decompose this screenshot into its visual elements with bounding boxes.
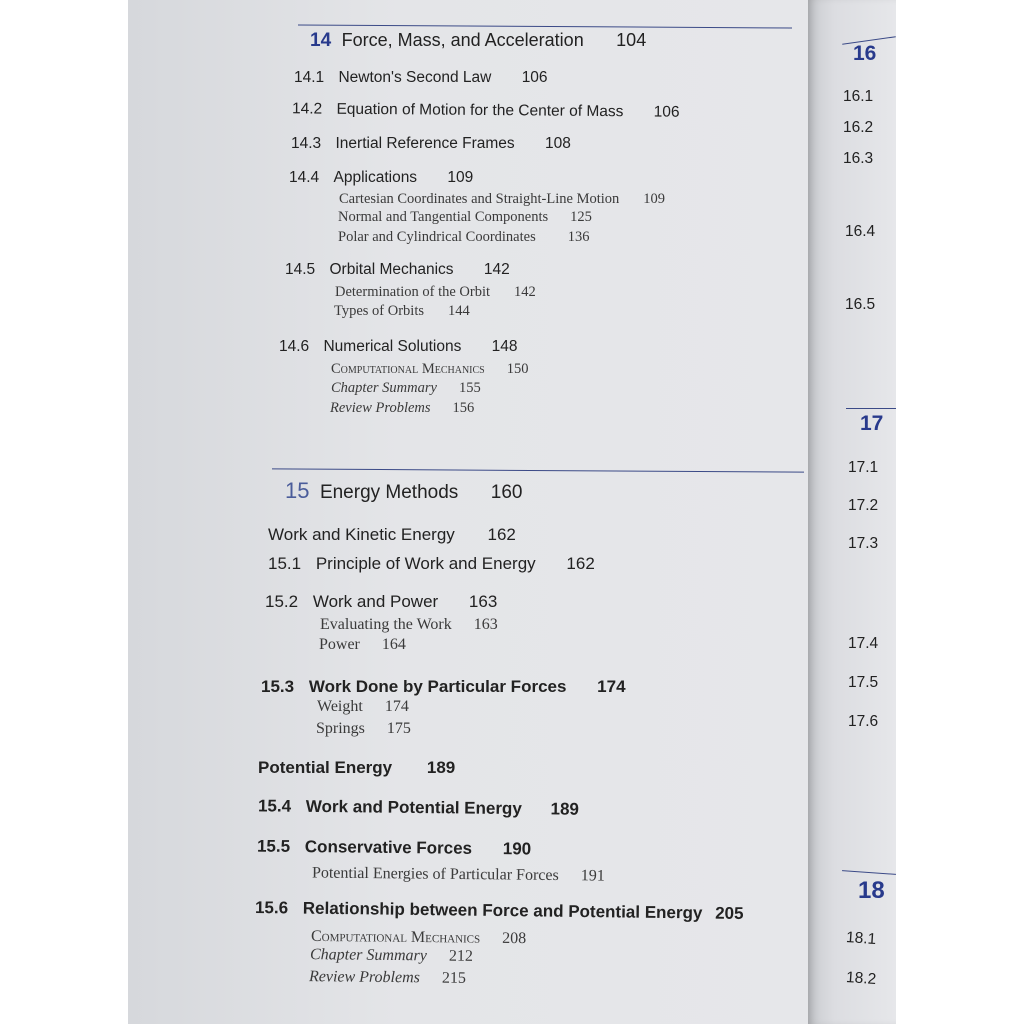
toc-subsection: Normal and Tangential Components 125	[338, 209, 592, 225]
right-section-number: 18.1	[845, 928, 877, 949]
section-title: Conservative Forces	[304, 837, 473, 858]
toc-section	[265, 592, 497, 612]
section-number: 15.6	[254, 898, 289, 918]
chapter-14-heading	[310, 30, 646, 52]
right-section-number: 16.4	[845, 223, 876, 240]
toc-section	[291, 135, 571, 153]
right-section-number: 16.5	[845, 296, 876, 313]
toc-subsection: Power 164	[319, 636, 406, 653]
toc-section	[285, 261, 510, 279]
toc-section	[257, 837, 531, 860]
right-section-number: 16.1	[843, 88, 874, 105]
right-section-number: 16.3	[843, 150, 874, 167]
section-title: Newton's Second Law	[338, 69, 492, 86]
section-title: Orbital Mechanics	[329, 261, 454, 278]
section-page: 162	[566, 554, 595, 573]
chapter-title: Energy Methods	[319, 482, 459, 503]
toc-part	[268, 525, 516, 545]
section-title: Work Done by Particular Forces	[308, 677, 567, 696]
toc-section	[294, 69, 548, 87]
section-number: 14.5	[285, 261, 316, 278]
toc-section	[292, 100, 680, 121]
toc-subsection: Potential Energies of Particular Forces 191	[311, 864, 605, 885]
chapter-15-heading	[285, 478, 522, 504]
toc-subsection: Cartesian Coordinates and Straight-Line Motion 109	[339, 191, 666, 207]
right-chapter-number: 18	[858, 877, 885, 904]
toc-subsection: Weight 174	[317, 698, 409, 715]
section-number: 14.3	[291, 135, 322, 152]
section-page: 205	[715, 903, 744, 923]
right-section-number: 17.2	[848, 497, 879, 514]
chapter-title: Force, Mass, and Acceleration	[341, 30, 584, 50]
right-chapter-number: 16	[853, 42, 877, 65]
section-number: 14.1	[294, 69, 325, 86]
section-number: 15.5	[256, 836, 291, 856]
right-section-number: 17.4	[848, 635, 879, 652]
section-title: Numerical Solutions	[323, 338, 462, 355]
right-section-number: 18.2	[845, 968, 877, 989]
section-page: 106	[521, 69, 548, 86]
section-title: Principle of Work and Energy	[315, 554, 536, 573]
section-page: 189	[550, 799, 580, 819]
right-section-number: 17.5	[848, 674, 879, 691]
section-page: 148	[491, 338, 518, 355]
section-number: 14.2	[291, 100, 323, 118]
section-number: 14.4	[289, 169, 320, 186]
section-title: Work and Power	[312, 592, 439, 611]
chapter-page: 160	[490, 482, 523, 503]
right-section-number: 17.1	[848, 459, 879, 476]
section-page: 174	[597, 677, 626, 696]
section-title: Inertial Reference Frames	[335, 135, 515, 152]
part-title: Potential Energy	[258, 758, 393, 777]
section-number: 15.1	[268, 554, 302, 573]
toc-subsection: Chapter Summary 212	[309, 946, 473, 965]
toc-part	[258, 758, 455, 778]
section-page: 109	[447, 169, 474, 186]
toc-subsection: Review Problems 156	[330, 400, 475, 416]
toc-subsection: Polar and Cylindrical Coordinates 136	[338, 229, 590, 245]
chapter-page: 104	[616, 30, 647, 50]
right-section-number: 16.2	[843, 119, 874, 136]
toc-subsection: Determination of the Orbit 142	[335, 284, 536, 300]
chapter-17-rule	[846, 408, 896, 409]
toc-subsection: Computational Mechanics 208	[310, 927, 527, 948]
section-page: 106	[653, 103, 680, 121]
chapter-number: 14	[310, 30, 332, 51]
toc-subsection: Evaluating the Work 163	[320, 616, 498, 633]
section-page: 190	[502, 839, 532, 859]
toc-subsection: Springs 175	[316, 720, 411, 737]
section-number: 15.2	[265, 592, 299, 611]
right-chapter-number: 17	[860, 412, 884, 435]
section-title: Relationship between Force and Potential Energy	[302, 898, 703, 923]
toc-subsection: Computational Mechanics 150	[331, 361, 529, 377]
part-page: 162	[487, 525, 516, 544]
section-number: 15.3	[261, 677, 295, 696]
toc-subsection: Types of Orbits 144	[334, 303, 470, 319]
section-title: Work and Potential Energy	[305, 796, 522, 819]
section-page: 163	[468, 592, 498, 611]
toc-subsection: Chapter Summary 155	[331, 380, 481, 396]
section-number: 15.4	[257, 796, 292, 816]
toc-section	[289, 169, 473, 187]
section-page: 142	[483, 261, 510, 278]
part-page: 189	[426, 758, 456, 777]
toc-section	[258, 796, 579, 819]
right-section-number: 17.6	[848, 713, 879, 730]
toc-section	[261, 677, 626, 697]
right-section-number: 17.3	[848, 535, 879, 552]
toc-subsection: Review Problems 215	[308, 968, 467, 987]
section-title: Applications	[333, 169, 418, 186]
toc-section	[279, 338, 518, 356]
section-title: Equation of Motion for the Center of Mass	[336, 100, 624, 121]
section-number: 14.6	[279, 338, 310, 355]
section-page: 108	[544, 135, 571, 152]
chapter-number: 15	[285, 478, 310, 503]
toc-section	[268, 554, 595, 574]
part-title: Work and Kinetic Energy	[268, 525, 455, 544]
